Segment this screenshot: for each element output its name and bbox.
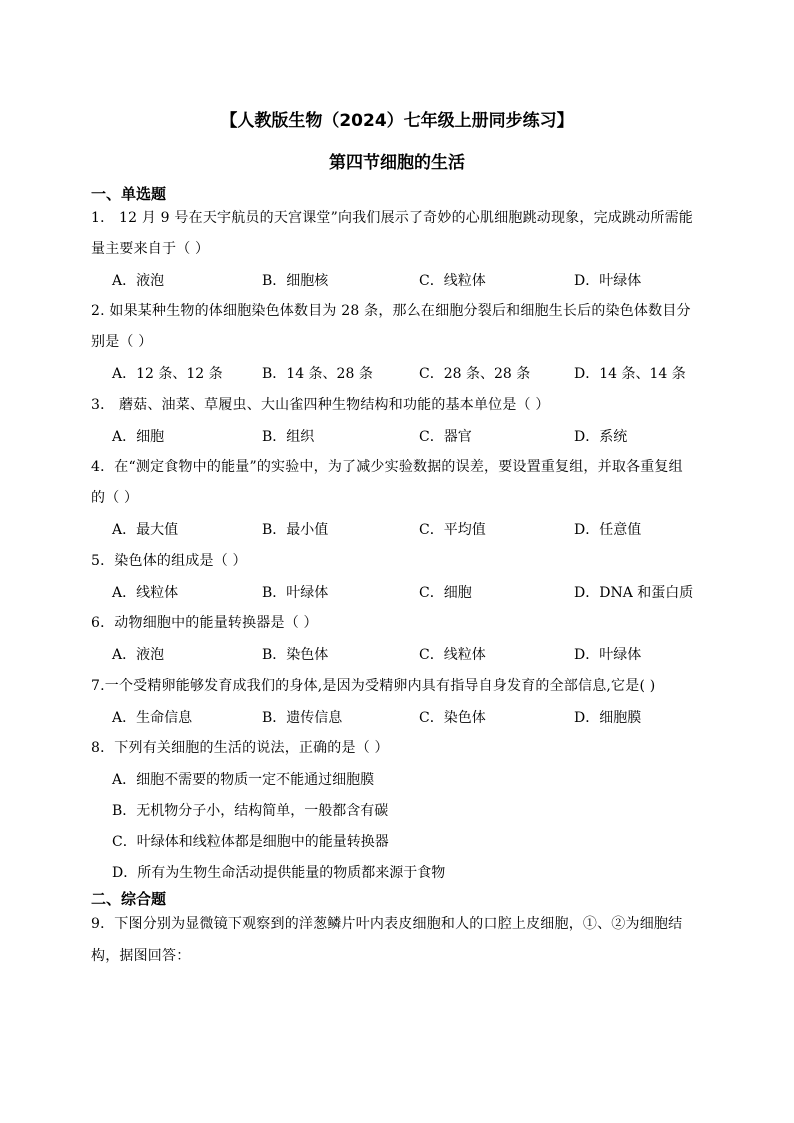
question-9-stem-line-2: 构，据图回答： xyxy=(91,948,191,964)
question-3-option-d: D．系统 xyxy=(574,429,628,445)
question-2-option-b: B．14 条、28 条 xyxy=(262,366,373,382)
question-2-option-c: C．28 条、28 条 xyxy=(419,366,531,382)
question-8-option-d: D．所有为生物生命活动提供能量的物质都来源于食物 xyxy=(112,865,446,881)
question-7-option-b: B．遗传信息 xyxy=(262,710,343,726)
question-4-option-a: A．最大值 xyxy=(112,522,179,538)
question-5-option-c: C．细胞 xyxy=(419,585,472,601)
question-4-stem-line-2: 的（ ） xyxy=(91,490,139,506)
question-3-option-b: B．组织 xyxy=(262,429,315,445)
worksheet-title: 【人教版生物（2024）七年级上册同步练习】 xyxy=(220,111,574,131)
question-6-option-c: C．线粒体 xyxy=(419,647,486,663)
question-3-option-c: C．器官 xyxy=(419,429,472,445)
question-5-stem: 5．染色体的组成是（ ） xyxy=(91,553,247,569)
question-2-option-a: A．12 条、12 条 xyxy=(112,366,223,382)
question-7-stem: 7.一个受精卵能够发育成我们的身体,是因为受精卵内具有指导自身发育的全部信息,它是( ) xyxy=(91,678,656,694)
question-8-stem: 8．下列有关细胞的生活的说法，正确的是（ ） xyxy=(91,740,389,756)
question-5-option-a: A．线粒体 xyxy=(112,585,179,601)
question-6-option-a: A．液泡 xyxy=(112,647,165,663)
question-8-option-b: B．无机物分子小，结构简单，一般都含有碳 xyxy=(112,803,389,819)
question-6-option-b: B．染色体 xyxy=(262,647,329,663)
question-1-option-c: C．线粒体 xyxy=(419,273,486,289)
question-3-option-a: A．细胞 xyxy=(112,429,165,445)
question-6-stem: 6．动物细胞中的能量转换器是（ ） xyxy=(91,615,318,631)
question-2-option-d: D．14 条、14 条 xyxy=(574,366,686,382)
question-1-stem-line-1: 1． 12 月 9 号在天宇航员的天宫课堂”向我们展示了奇妙的心肌细胞跳动现象，完成跳动所需能 xyxy=(91,210,693,226)
question-1-option-d: D．叶绿体 xyxy=(574,273,642,289)
question-5-option-b: B．叶绿体 xyxy=(262,585,329,601)
question-7-option-a: A．生命信息 xyxy=(112,710,193,726)
question-3-stem: 3． 蘑菇、油菜、草履虫、大山雀四种生物结构和功能的基本单位是（ ） xyxy=(91,397,550,413)
question-6-option-d: D．叶绿体 xyxy=(574,647,642,663)
question-4-option-b: B．最小值 xyxy=(262,522,329,538)
question-7-option-d: D．细胞膜 xyxy=(574,710,642,726)
question-4-option-c: C．平均值 xyxy=(419,522,486,538)
section-heading-comprehensive: 二、综合题 xyxy=(91,890,167,908)
question-2-stem-line-2: 别是（ ） xyxy=(91,334,153,350)
lesson-title: 第四节细胞的生活 xyxy=(329,153,465,173)
question-7-option-c: C．染色体 xyxy=(419,710,486,726)
question-5-option-d: D．DNA 和蛋白质 xyxy=(574,585,694,601)
question-2-stem-line-1: 2. 如果某种生物的体细胞染色体数目为 28 条，那么在细胞分裂后和细胞生长后的染色体数目分 xyxy=(91,303,691,319)
question-8-option-c: C．叶绿体和线粒体都是细胞中的能量转换器 xyxy=(112,834,389,850)
question-4-stem-line-1: 4．在“测定食物中的能量”的实验中，为了减少实验数据的误差，要设置重复组，并取各重复组 xyxy=(91,459,683,475)
question-1-option-a: A．液泡 xyxy=(112,273,165,289)
question-1-stem-line-2: 量主要来自于（ ） xyxy=(91,241,210,257)
question-4-option-d: D．任意值 xyxy=(574,522,642,538)
question-1-option-b: B．细胞核 xyxy=(262,273,329,289)
question-8-option-a: A．细胞不需要的物质一定不能通过细胞膜 xyxy=(112,772,375,788)
question-9-stem-line-1: 9．下图分别为显微镜下观察到的洋葱鳞片叶内表皮细胞和人的口腔上皮细胞，①、②为细胞结 xyxy=(91,916,683,932)
section-heading-single-choice: 一、单选题 xyxy=(91,185,167,203)
